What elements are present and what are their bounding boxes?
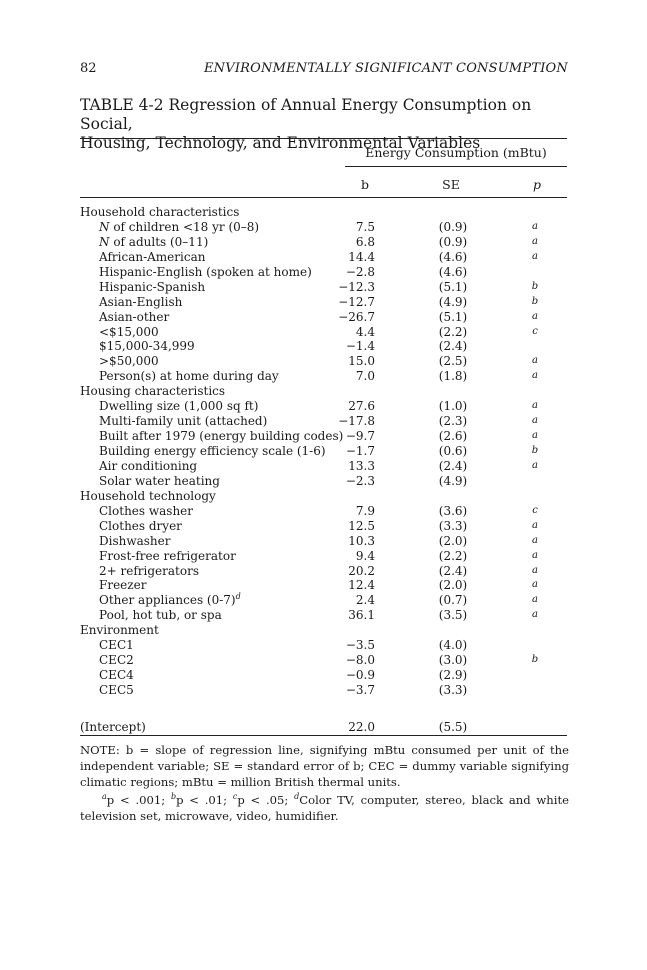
cell-b: 2.4 [355,593,375,608]
table-row [80,534,567,549]
cell-se: (2.3) [438,414,468,429]
table-row [80,504,567,519]
cell-b: 14.4 [348,249,375,264]
table-row [80,250,567,265]
cell-p: c [532,504,538,516]
cell-se: (2.6) [438,429,468,444]
row-spacer [80,698,567,720]
table-row [80,638,567,653]
cell-se: (2.5) [438,354,468,369]
cell-p: b [531,445,539,456]
cell-se: (4.0) [438,638,468,653]
cell-p: a [532,370,538,382]
cell-p: a [532,564,538,576]
row-label [99,265,312,280]
intercept-b: 22.0 [348,719,375,734]
cell-p: a [532,415,538,427]
row-label [99,608,222,623]
table-row [80,459,567,474]
row-label [99,325,159,340]
cell-b: 7.0 [355,369,375,384]
section-heading-row [80,623,567,638]
table-title-line-2: Housing, Technology, and Environmental Variables [80,134,481,152]
row-label-text: Other appliances (0-7) [99,593,236,608]
row-label [99,399,258,414]
cell-p: a [532,310,538,322]
column-group-header: Energy Consumption (mBtu) [365,145,547,160]
column-header-se: SE [442,177,460,192]
table-row [80,608,567,623]
cell-se: (3.5) [438,608,468,623]
cell-se: (1.0) [438,399,468,414]
row-label-text: CEC5 [99,683,134,697]
section-heading-row [80,384,567,399]
row-label-text: Housing characteristics [80,384,226,399]
cell-se: (0.6) [438,444,468,458]
header-bottom-rule [80,197,567,198]
row-label [99,429,343,444]
cell-se: (4.6) [438,264,468,279]
intercept-row [80,720,567,736]
cell-b: −17.8 [338,414,375,429]
intercept-label: (Intercept) [80,719,146,734]
row-label [99,653,134,668]
row-label-text: Pool, hot tub, or spa [99,608,222,623]
row-label [99,638,134,653]
row-label [99,250,205,265]
footnote-mark-c: c [232,792,238,802]
row-label-text: Clothes washer [99,503,194,518]
row-label-text: Building energy efficiency scale (1-6) [99,444,326,458]
running-header [80,61,568,79]
row-label-text: Built after 1979 (energy building codes) [99,429,344,444]
cell-p: a [532,534,538,546]
cell-b: 15.0 [348,354,375,369]
row-label [99,668,134,683]
cell-se: (5.1) [438,309,468,324]
footnote-mark-d: d [294,792,300,802]
cell-b: 20.2 [348,563,375,578]
page-number: 82 [80,61,97,76]
row-label-text: Clothes dryer [99,518,182,533]
cell-p: a [532,594,538,606]
cell-se: (0.9) [438,219,468,234]
cell-p: c [532,325,538,337]
table-row [80,235,567,250]
row-label [80,384,225,399]
cell-b: 9.4 [355,548,375,563]
cell-p: a [532,400,538,412]
row-label-text: Solar water heating [99,473,220,488]
cell-p: a [532,430,538,442]
row-label-text: Hispanic-Spanish [99,279,206,294]
row-label-text: Person(s) at home during day [99,369,279,384]
cell-p: a [532,235,538,247]
row-label-italic: N [99,234,110,249]
intercept-se: (5.5) [438,719,468,734]
row-label [99,534,171,549]
cell-se: (0.9) [438,234,468,249]
row-label-text: Environment [80,623,159,638]
table-row [80,683,567,698]
cell-p: b [531,280,539,292]
cell-se: (3.3) [438,518,468,533]
cell-se: (2.4) [438,563,468,578]
cell-p: a [532,519,538,531]
cell-se: (2.2) [438,324,468,339]
cell-p: a [532,250,538,262]
row-label-text: Hispanic-English (spoken at home) [99,264,312,279]
section-heading-row [80,489,567,504]
cell-b: −26.7 [338,309,375,324]
row-label-text: CEC1 [99,638,134,653]
cell-b: −12.7 [338,294,375,309]
table-row [80,354,567,369]
row-label [99,444,326,459]
footnote-c: p < .05; [237,793,295,807]
note-text: NOTE: b = slope of regression line, signifying mBtu consumed per unit of the independent variable; SE = standard error of b; CEC = dummy variable signifying climatic regions; mBtu = million British thermal units. [80,743,569,789]
cell-b: −2.8 [345,264,375,279]
cell-b: 12.4 [348,578,375,593]
row-label-italic: N [99,219,110,234]
cell-b: 7.5 [355,219,375,234]
footnote-d: Color TV, computer, stereo, black and white television set, microwave, video, humidifier. [80,793,569,823]
row-label-text: of children <18 yr (0–8) [109,219,260,234]
row-label [80,623,159,638]
cell-se: (3.3) [438,683,468,697]
cell-b: −0.9 [345,668,375,683]
row-label [99,369,279,384]
row-label-text: CEC2 [99,653,134,668]
cell-se: (4.9) [438,473,468,488]
cell-b: 36.1 [348,608,375,623]
cell-b: −2.3 [345,473,375,488]
column-header-b: b [360,177,369,192]
footnote-mark-a: a [102,792,107,802]
row-label [99,235,208,250]
cell-b: 6.8 [355,234,375,249]
footnote-mark-b: b [170,792,177,802]
footnote-b: p < .01; [176,793,233,807]
row-label-footnote-mark: d [235,592,241,602]
cell-se: (5.1) [438,279,468,294]
table-row [80,339,567,354]
running-title: ENVIRONMENTALLY SIGNIFICANT CONSUMPTION [203,61,568,76]
cell-p: a [532,459,538,471]
row-label [99,310,169,325]
cell-p: b [531,654,539,666]
footnotes [80,792,569,824]
table-row [80,578,567,593]
row-label-text: Frost-free refrigerator [99,548,236,563]
column-header-p: p [532,177,541,192]
row-label-text: Freezer [99,578,147,593]
cell-se: (1.8) [438,369,468,384]
cell-p: a [532,220,538,232]
row-label-text: Dishwasher [99,533,171,548]
cell-p: a [532,609,538,621]
row-label-text: Household technology [80,488,216,503]
cell-b: 12.5 [348,518,375,533]
row-label [99,504,193,519]
footnote-a: p < .001; [106,793,171,807]
row-label [99,683,134,698]
row-label [99,354,159,369]
table-body [80,205,567,736]
row-label [99,593,241,608]
cell-b: 4.4 [355,324,375,339]
table-row [80,325,567,340]
table-row [80,220,567,235]
row-label-text: African-American [99,249,206,264]
table-row [80,444,567,459]
cell-b: 10.3 [348,533,375,548]
cell-b: −9.7 [345,429,375,444]
row-label [80,205,239,220]
cell-se: (2.0) [438,578,468,593]
table-row [80,310,567,325]
section-heading-row [80,205,567,220]
cell-p: a [532,579,538,591]
cell-b: 27.6 [348,399,375,414]
row-label-text: >$50,000 [99,354,159,369]
table-row [80,369,567,384]
row-label [99,220,259,235]
table-bottom-rule [80,735,567,736]
table-title-line-1: TABLE 4-2 Regression of Annual Energy Consumption on Social, [80,96,532,133]
cell-b: −12.3 [338,279,375,294]
row-label [99,549,236,564]
table-row [80,265,567,280]
table-row [80,519,567,534]
table-row [80,429,567,444]
table-row [80,593,567,608]
row-label [99,459,197,474]
cell-se: (3.0) [438,653,468,668]
row-label-text: Air conditioning [99,458,198,473]
row-label-text: Multi-family unit (attached) [99,414,268,429]
row-label-text: Dwelling size (1,000 sq ft) [99,399,259,414]
cell-se: (2.4) [438,458,468,473]
row-label-text: of adults (0–11) [109,234,209,249]
row-label-text: 2+ refrigerators [99,563,199,578]
row-label [99,578,146,593]
cell-b: −3.7 [345,683,375,697]
table-row [80,399,567,414]
cell-se: (0.7) [438,593,468,608]
row-label [99,339,195,354]
cell-se: (2.2) [438,548,468,563]
cell-se: (2.0) [438,533,468,548]
row-label-text: CEC4 [99,668,134,683]
cell-p: a [532,355,538,367]
table-row [80,474,567,489]
table-row [80,564,567,579]
cell-b: 7.9 [355,503,375,518]
row-label-text: Asian-other [99,309,170,324]
table-row [80,549,567,564]
row-label [99,474,220,489]
row-label [99,295,182,310]
row-label-text: Asian-English [99,294,183,309]
row-label [99,414,267,429]
row-label-text: <$15,000 [99,324,159,339]
cell-se: (3.6) [438,503,468,518]
table-row [80,295,567,310]
row-label [99,280,205,295]
cell-b: −8.0 [345,653,375,668]
cell-p: b [531,295,539,307]
table-notes [80,742,569,824]
cell-b: 13.3 [348,458,375,473]
row-label [99,564,199,579]
cell-b: −3.5 [345,638,375,653]
table-row [80,668,567,683]
row-label-text: Household characteristics [80,205,240,219]
table-row [80,414,567,429]
cell-se: (4.6) [438,249,468,264]
table-top-rule [80,138,567,139]
cell-b: −1.4 [345,339,375,354]
table-row [80,280,567,295]
cell-b: −1.7 [345,444,375,458]
column-group-rule [345,166,567,167]
cell-se: (2.9) [438,668,468,683]
cell-p: a [532,549,538,561]
cell-se: (2.4) [438,339,468,354]
row-label-text: $15,000-34,999 [99,339,195,354]
row-label [99,519,182,534]
cell-se: (4.9) [438,294,468,309]
row-label [80,489,216,504]
table-row [80,653,567,668]
